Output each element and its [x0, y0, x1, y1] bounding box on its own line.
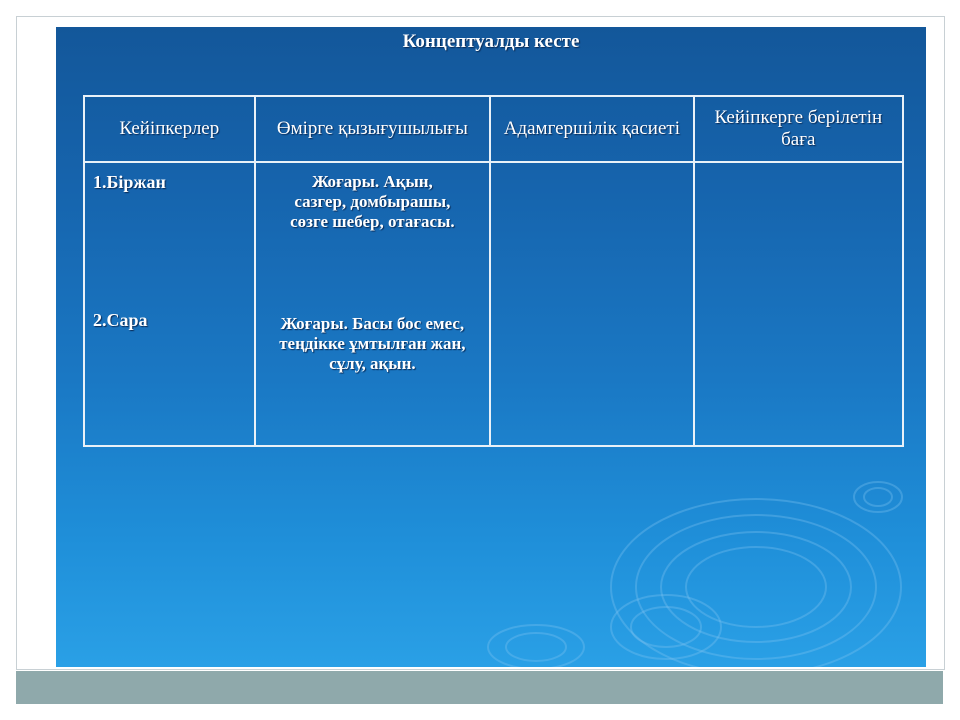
column-header-evaluation: Кейіпкерге берілетін баға [694, 96, 903, 162]
interest-cell [255, 162, 490, 446]
moral-quality-cell [490, 162, 694, 446]
column-header-characters: Кейіпкерлер [84, 96, 255, 162]
footer-bar [16, 671, 943, 704]
character-name-birzhan: 1.Біржан [93, 172, 166, 192]
evaluation-cell [694, 162, 903, 446]
concept-table [83, 95, 904, 447]
character-name-sara: 2.Сара [93, 310, 148, 330]
interest-text-sara: Жоғары. Басы бос емес, теңдікке ұмтылған жан, сұлу, ақын. [279, 314, 466, 373]
slide-title: Концептуалды кесте [402, 31, 580, 52]
table-row [84, 162, 903, 446]
interest-text-birzhan: Жоғары. Ақын, сазгер, домбырашы, сөзге шебер, отағасы. [290, 172, 455, 231]
table-header-row [84, 96, 903, 162]
column-header-moral-quality: Адамгершілік қасиеті [490, 96, 694, 162]
characters-cell [84, 162, 255, 446]
slide [56, 27, 926, 667]
column-header-interest-in-life: Өмірге қызығушылығы [255, 96, 490, 162]
